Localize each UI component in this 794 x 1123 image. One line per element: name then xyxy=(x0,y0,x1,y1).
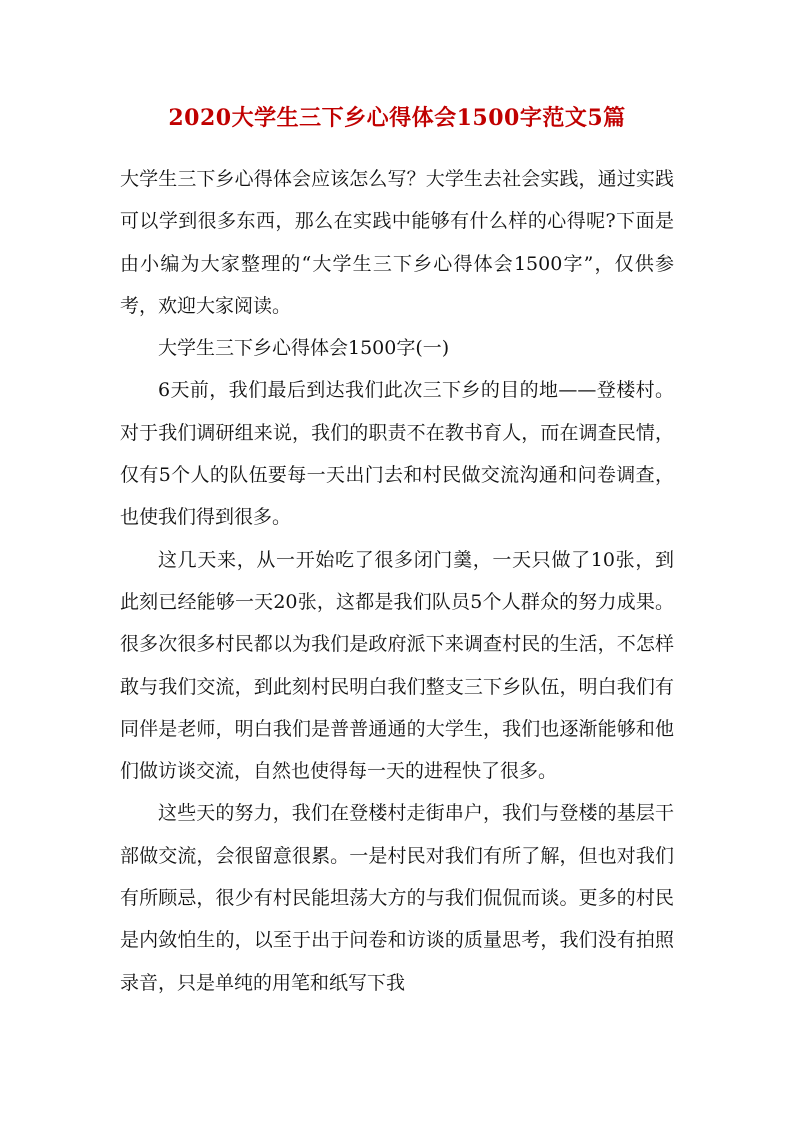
body-paragraph-1: 6天前，我们最后到达我们此次三下乡的目的地——登楼村。对于我们调研组来说，我们的职责不在教书育人，而在调查民情，仅有5个人的队伍要每一天出门去和村民做交流沟通和问卷调查，也使我们得到很多。 xyxy=(120,379,674,529)
intro-paragraph: 大学生三下乡心得体会应该怎么写？大学生去社会实践，通过实践可以学到很多东西，那么在实践中能够有什么样的心得呢?下面是由小编为大家整理的“大学生三下乡心得体会1500字”，仅供参考，欢迎大家阅读。 xyxy=(120,168,674,317)
document-title: 2020大学生三下乡心得体会1500字范文5篇 xyxy=(168,105,626,131)
body-paragraph-2: 这几天来，从一开始吃了很多闭门羹，一天只做了10张，到此刻已经能够一天20张，这都是我们队员5个人群众的努力成果。很多次很多村民都以为我们是政府派下来调查村民的生活，不怎样敢与我们交流，到此刻村民明白我们整支三下乡队伍，明白我们有同伴是老师，明白我们是普普通通的大学生，我们也逐渐能够和他们做访谈交流，自然也使得每一天的进程快了很多。 xyxy=(120,548,674,783)
body-paragraph-3: 这些天的努力，我们在登楼村走街串户，我们与登楼的基层干部做交流，会很留意很累。一是村民对我们有所了解，但也对我们有所顾忌，很少有村民能坦荡大方的与我们侃侃而谈。更多的村民是内敛怕生的，以至于出于问卷和访谈的质量思考，我们没有拍照录音，只是单纯的用笔和纸写下我 xyxy=(120,802,674,994)
section-heading: 大学生三下乡心得体会1500字(一) xyxy=(158,337,450,360)
document-body xyxy=(120,158,674,1004)
